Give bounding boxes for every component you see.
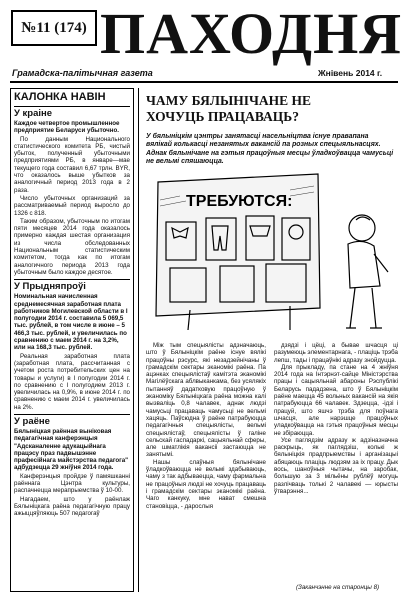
issue-number: №11 (174) [11,10,97,46]
column-divider [138,88,139,592]
article-paragraph: Для прыкладу, па стане на 4 жніўня 2014 года на Інтэрнэт-сайце Міністэрства працы і сацыяльнай абароны Рэспублікі Беларусь пададзена, што ў Бялыніцкім раёне маецца 45 вольных вакансій на якія патрабуюцца 66 чалавек. Здзецца, -ідзі і працуй, што яшчэ трэба для поўнага шчасця, але нарэшце працоўных уладкоўвацца на гэтыя працоўныя месцы не збіраюцца. [274,363,398,437]
article-headline: ЧАМУ БЯЛЫНІЧАНЕ НЕ ХОЧУЦЬ ПРАЦАВАЦЬ? [146,93,312,124]
cartoon-sign-text: ТРЕБУЮТСЯ: [186,193,293,210]
section-lead: Бялыніцкая раённая выніковая педагагічная канферэнцыя "Адсканаленне адукацыйнага працэсу праз падвышэнне прафесійнага майстэрства педагога" адбудзецца 29 жніўня 2014 года. [14,427,129,472]
article-paragraph: Між тым спецыялісты адзначаюць, што ў Бялыніцкім раёне існуе вялікі працоўны рэсурс, які незадзейнічаны ў грамадскім сектары эканомікі раёна. Па ацэнках спецыялістаў камітэта эканомікі Магілёўскага аблвыканкама, без усялякіх пытанняў дадатковую працоўную ў эканоміку Бялыніцкага раёна можна калі вызваліць 0,8 чалавек, аднак людзі чамусьці працаваць чамусьці не вельмі хацяць. Паўсюдна ў раёне патрабуюцца педагагічныя спецыялісты, вельмі спецыялістаў, спецыялісты ў галіне сельскай гаспадаркі, сацыяльнай сферы, але шматлікія вакансіі застаюцца не занятымі. [146,342,266,459]
cartoon-illustration [150,160,398,332]
issue-date: Жнівень 2014 г. [318,68,383,78]
section-paragraph: Канферэнцыя пройдзе ў памяшканні раённага Цэнтра культуры, распачнецца мерапрыемства ў 10-00. [14,472,130,495]
continuation-note: (Заканчэнне на старонцы 8) [296,584,380,591]
article-column-2 [274,342,398,586]
section-paragraph: Нагадаем, што у раёнлаж Бялыніцкага раёна педагагічную працу ажыццяўляюць 507 педагогаў [14,495,130,518]
masthead-rule [10,81,398,83]
article-paragraph: дзядзі і цёці, а бывае шчасця ці разумеюць элементарнага, - плаціць трэба лепш, тады і працаўнікі адразу знойдуцца. [274,342,398,364]
section-paragraph: Таким образом, убыточным по итогам пяти месяцев 2014 года оказалось примерно каждая шестая организация из числа обследованных Национальным статистическим комитетом, тогда как по итогам аналогичного периода 2013 года убыточным было каждое десятое. [14,217,130,276]
article-paragraph: Нашы слаўныя бялынічане ўладкоўваюцца не вельмі здабываюць, чаму з так адбываецца, чаму фармальна не працоўныя людзі не хочуць працаваць і грамадскім сектары эканомікі раёна. Чаго канкуку, мне нават смешна становіцца, - дарослыя [146,458,266,510]
section-title-district: У раёне [14,414,130,427]
news-column [10,88,134,592]
section-paragraph: Число убыточных организаций за рассматриваемый период выросло до 1326 с 818. [14,194,130,217]
section-title-country: У краіне [14,106,130,119]
section-paragraph: По данным Национального статистического комитета РБ, чистый убыток, полученный убыточными предприятиями РБ, в январе—мае текущего года составил 6,67 трлн. BYR, что оказалось выше убытков за аналогичный период 2013 года в 2 раза. [14,135,130,194]
article-intro: У бялыніцкім цэнтры занятасці насельніцтва існуе правапана вялікай колькасці незанятых вакансій па розных спецыяльнасцях. Аднак бялынічане на гэтыя працоўныя месцы ўладкоўвацца чамусьці не вельмі спяшаюцца. [146,133,394,166]
article-paragraph: Усе паглядзім адразу ж адзіназначна раскрыць, як паглядзіш, колькі ж бялыніцкія прадпрыемствы і арганізацыі абяцаюць плаціць людзям за іх працу. Дык вось, шаноўныя чытачы, на заробак, большую за 3 мільёны рублёў могуць разлічваць толькі 2 чалавекі — юрысты ўтварэння... [274,436,398,495]
newspaper-subtitle: Грамадска-палітычная газета [12,68,153,78]
section-title-region: У Прыдняпроўі [14,279,130,292]
section-paragraph: Реальная заработная плата (заработная плата, рассчитанная с учетом роста потребительских цен на товары и услуги) в I полугодии 2014 г. по сравнению с I полугодием 2013 г. увеличилась на 0,9%, в июне 2014 г. по сравнению с маем 2014 г. увеличилась на 2%. [14,352,130,411]
article-column-1 [146,342,266,586]
man-head [349,215,375,241]
section-lead: Каждое четвертое промышленное предприятие Беларуси убыточно. [14,120,120,135]
news-column-heading: КАЛОНКА НАВІН [14,91,106,103]
newspaper-title: ПАХОДНЯ [100,1,403,66]
section-lead: Номинальная начисленная среднемесячная заработная плата работников Могилевской области в I полугодии 2014 г. составила 5 069,5 тыс. рублей, в том числе в июне – 5 466,3 тыс. рублей, и увеличилась по сравнению с маем 2014 г. на 3,2%, или на 168,3 тыс. рублей. [14,293,128,352]
